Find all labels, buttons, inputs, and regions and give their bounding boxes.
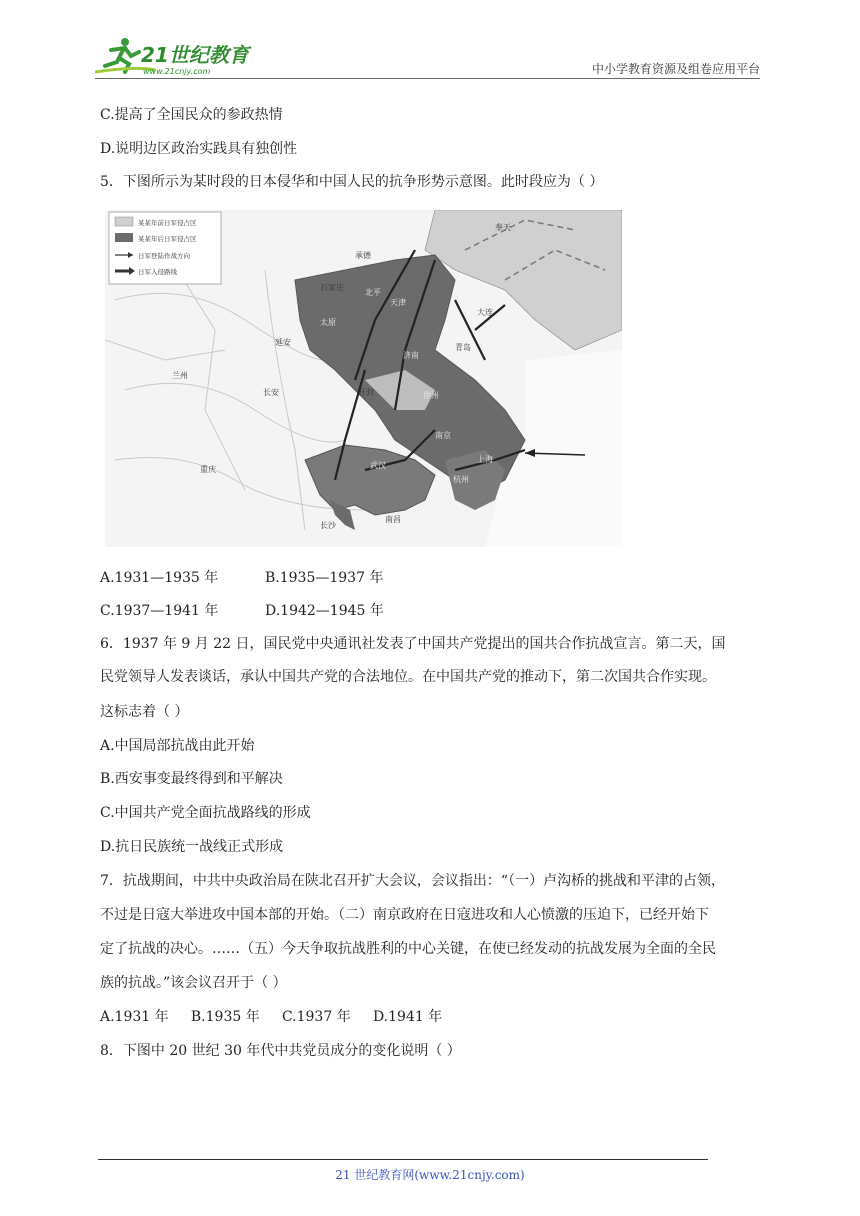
city-label: 南京 (435, 431, 451, 440)
logo (95, 36, 265, 76)
footer-divider (98, 1159, 708, 1160)
historical-map (105, 210, 622, 547)
logo-text: 21世纪教育 (141, 43, 249, 67)
q5-option-b: B.1935—1937 年 (265, 570, 384, 586)
map-legend (109, 212, 221, 284)
city-label: 青岛 (455, 343, 471, 352)
q7-stem-line1: 7．抗战期间，中共中央政治局在陕北召开扩大会议，会议指出：“（一）卢沟桥的挑战和平津的占领， (100, 873, 726, 889)
city-label: 北平 (365, 288, 381, 297)
q6-option-c: C.中国共产党全面抗战路线的形成 (100, 805, 311, 821)
city-label: 重庆 (200, 465, 216, 474)
q5-option-d: D.1942—1945 年 (265, 603, 384, 619)
q5-option-a: A.1931—1935 年 (100, 570, 219, 586)
q5-option-c: C.1937—1941 年 (100, 603, 219, 619)
logo-url: www.21cnjy.com (143, 67, 211, 76)
city-label: 延安 (275, 338, 291, 347)
platform-name: 中小学教育资源及组卷应用平台 (591, 62, 760, 76)
city-label: 承德 (355, 251, 371, 260)
city-label: 武汉 (370, 461, 386, 470)
q6-option-a: A.中国局部抗战由此开始 (100, 738, 255, 754)
city-label: 徐州 (423, 391, 439, 400)
q7-stem-line3: 定了抗战的决心。……（五）今天争取抗战胜利的中心关键，在使已经发动的抗战发展为全面的全民 (100, 941, 716, 957)
q5-stem: 5．下图所示为某时段的日本侵华和中国人民的抗争形势示意图。此时段应为（ ） (100, 174, 604, 190)
city-label: 太原 (320, 318, 336, 327)
city-label: 开封 (358, 388, 374, 397)
q6-stem-line3: 这标志着（ ） (100, 704, 189, 720)
q7-stem-line4: 族的抗战。”该会议召开于（ ） (100, 975, 287, 991)
city-label: 上海 (477, 455, 493, 464)
q8-stem: 8．下图中 20 世纪 30 年代中共党员成分的变化说明（ ） (100, 1043, 461, 1059)
legend-item-1: 某某年前日军侵占区 (138, 219, 197, 227)
city-label: 南昌 (385, 515, 401, 524)
q6-option-d: D.抗日民族统一战线正式形成 (100, 839, 284, 855)
q7-options: A.1931 年 B.1935 年 C.1937 年 D.1941 年 (100, 1009, 443, 1025)
city-label: 石家庄 (320, 283, 344, 292)
city-label: 济南 (403, 351, 419, 360)
page-header (95, 30, 760, 80)
q6-stem-line1: 6．1937 年 9 月 22 日，国民党中央通讯社发表了中国共产党提出的国共合作抗战宣言。第二天，国 (100, 636, 726, 652)
q6-option-b: B.西安事变最终得到和平解决 (100, 771, 283, 787)
q7-stem-line2: 不过是日寇大举进攻中国本部的开始。（二）南京政府在日寇进攻和人心愤激的压迫下，已经开始下 (100, 907, 709, 923)
city-label: 大连 (477, 308, 493, 317)
legend-item-3: 日军登陆作战方向 (138, 252, 190, 260)
footer-link[interactable]: 21 世纪教育网(www.21cnjy.com) (335, 1168, 525, 1182)
q6-stem-line2: 民党领导人发表谈话，承认中国共产党的合法地位。在中国共产党的推动下，第二次国共合作实现。 (100, 669, 716, 685)
q4-option-d: D.说明边区政治实践具有独创性 (100, 141, 298, 157)
city-label: 天津 (390, 298, 406, 307)
city-label: 兰州 (172, 371, 188, 380)
q4-option-c: C.提高了全国民众的参政热情 (100, 107, 283, 123)
city-label: 长安 (263, 388, 279, 397)
header-divider (95, 78, 760, 79)
city-label: 奉天 (495, 223, 511, 232)
legend-item-4: 日军入侵路线 (138, 268, 177, 276)
legend-item-2: 某某年后日军侵占区 (138, 235, 197, 243)
city-label: 杭州 (453, 475, 469, 484)
city-label: 长沙 (320, 521, 336, 530)
